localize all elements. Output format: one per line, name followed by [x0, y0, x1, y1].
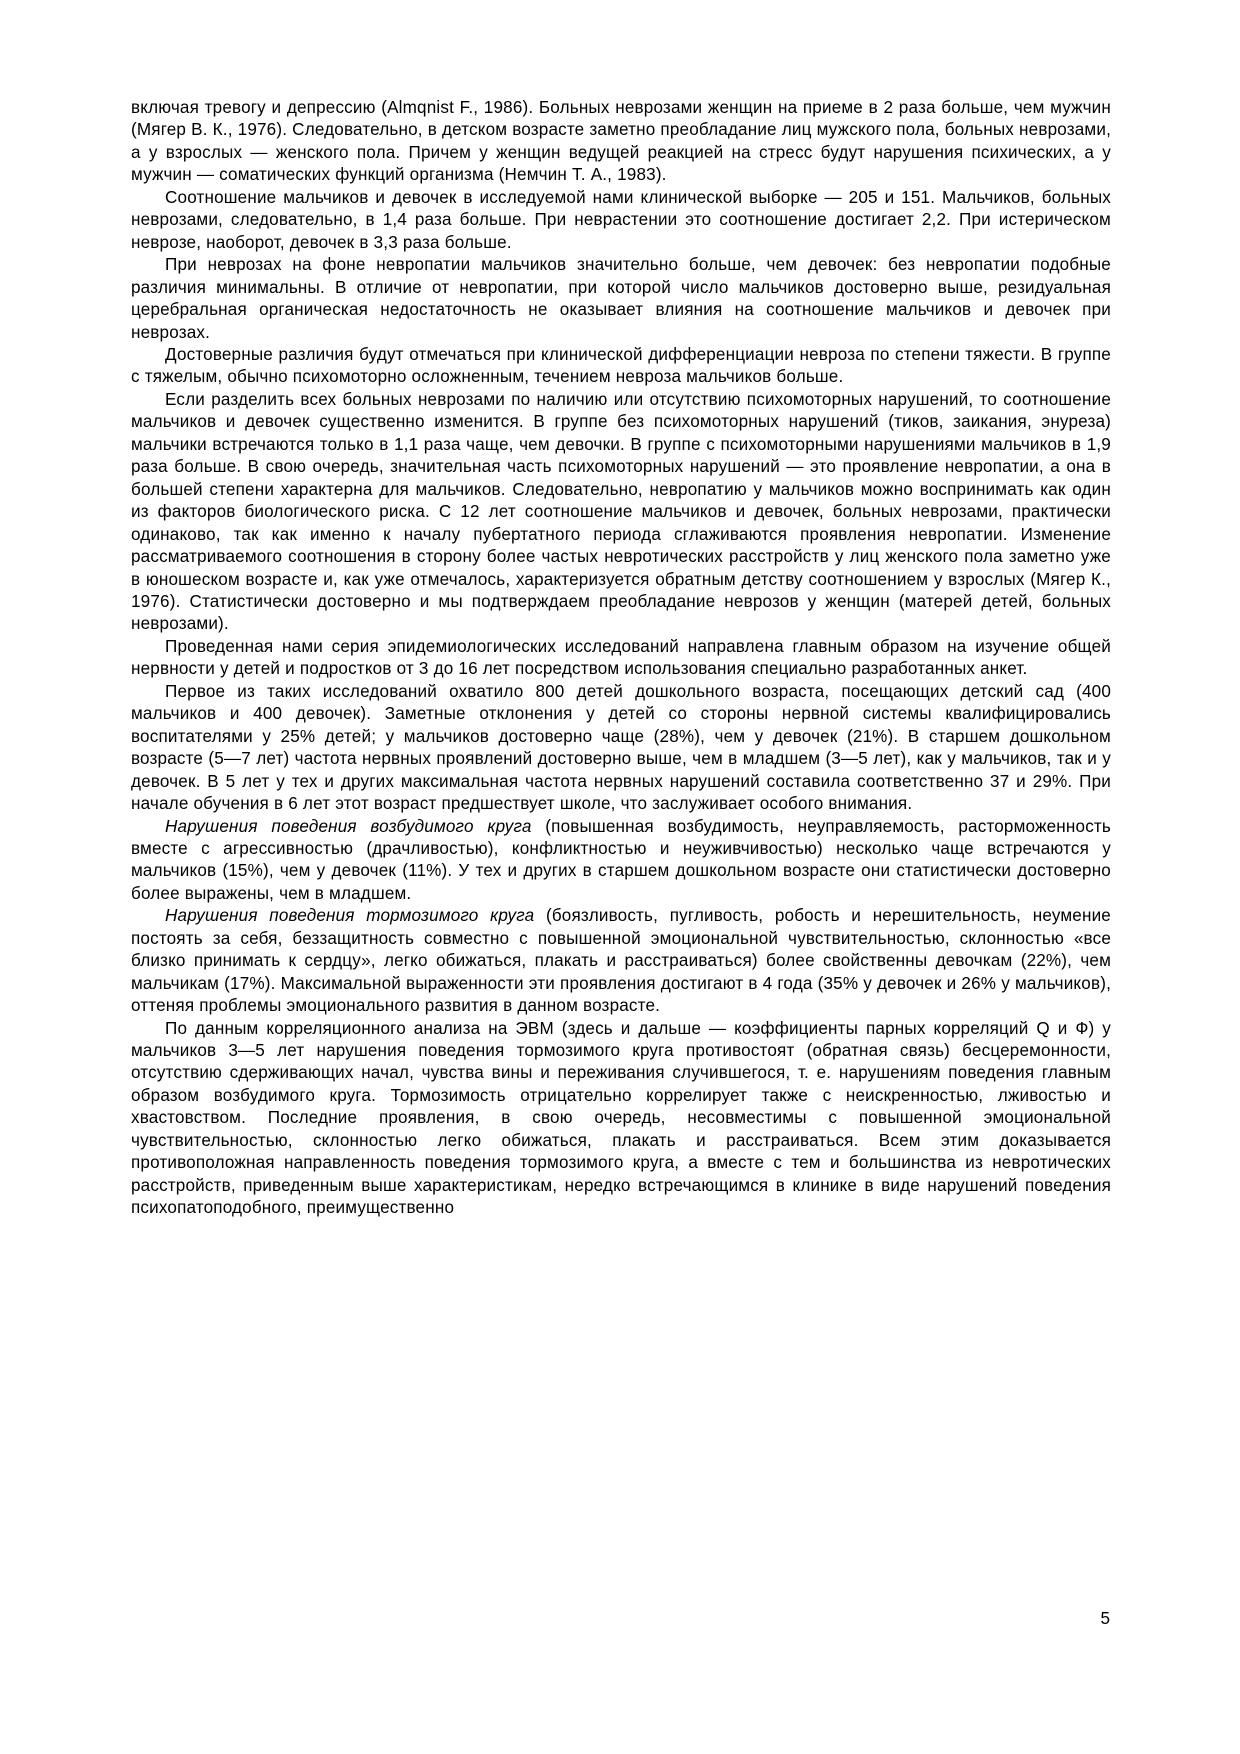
paragraph-8-italic-lead: Нарушения поведения возбудимого круга	[165, 816, 532, 836]
paragraph-9	[131, 905, 1111, 1017]
paragraph-7: Первое из таких исследований охватило 800 детей дошкольного возраста, посещающих детский сад (400 мальчиков и 400 девочек). Заметные отклонения у детей со стороны нервной системы квалифицировались воспитателями у 25% детей; у мальчиков достоверно чаще (28%), чем у девочек (21%). В старшем дошкольном возрасте (5—7 лет) частота нервных проявлений достоверно выше, чем в младшем (3—5 лет), как у мальчиков, так и у девочек. В 5 лет у тех и других максимальная частота нервных нарушений составила соответственно 37 и 29%. При начале обучения в 6 лет этот возраст предшествует школе, что заслуживает особого внимания.	[131, 681, 1111, 814]
paragraph-9-body: (боязливость, пугливость, робость и нерешительность, неумение постоять за себя, беззащитность совместно с повышенной эмоциональной чувствительностью, склонностью «все близко принимать к сердцу», легко обижаться, плакать и расстраиваться) более свойственны девочкам (22%), чем мальчикам (17%). Максимальной выраженности эти проявления достигают в 4 года (35% у девочек и 26% у мальчиков), оттеняя проблемы эмоционального развития в данном возрасте.	[131, 906, 1111, 1016]
paragraph-10: По данным корреляционного анализа на ЭВМ (здесь и дальше — коэффициенты парных корреляций Q и Ф) у мальчиков 3—5 лет нарушения поведения тормозимого круга противостоят (обратная связь) бесцеремонности, отсутствию сдерживающих начал, чувства вины и переживания случившегося, т. е. нарушениям поведения главным образом возбудимого круга. Тормозимость отрицательно коррелирует также с неискренностью, лживостью и хвастовством. Последние проявления, в свою очередь, несовместимы с повышенной эмоциональной чувствительностью, склонностью легко обижаться, плакать и расстраиваться. Всем этим доказывается противоположная направленность поведения тормозимого круга, а вместе с тем и большинства из невротических расстройств, приведенным выше характеристикам, нередко встречающимся в клинике в виде нарушений поведения психопатоподобного, преимущественно	[131, 1018, 1111, 1218]
paragraph-8-body: (повышенная возбудимость, неуправляемость, расторможенность вместе с агрессивностью (драчливостью), конфликтностью и неуживчивостью) несколько чаще встречаются у мальчиков (15%), чем у девочек (11%). У тех и других в старшем дошкольном возрасте они статистически достоверно более выражены, чем в младшем.	[131, 816, 1111, 903]
paragraph-2: Соотношение мальчиков и девочек в исследуемой нами клинической выборке — 205 и 151. Мальчиков, больных неврозами, следовательно, в 1,4 раза больше. При неврастении это соотношение достигает 2,2. При истерическом неврозе, наоборот, девочек в 3,3 раза больше.	[131, 187, 1111, 252]
paragraph-9-italic-lead: Нарушения поведения тормозимого круга	[165, 906, 535, 926]
paragraph-5: Если разделить всех больных неврозами по наличию или отсутствию психомоторных нарушений, то соотношение мальчиков и девочек существенно изменится. В группе без психомоторных нарушений (тиков, заикания, энуреза) мальчики встречаются только в 1,1 раза чаще, чем девочки. В группе с психомоторными нарушениями мальчиков в 1,9 раза больше. В свою очередь, значительная часть психомоторных нарушений — это проявление невропатии, а она в большей степени характерна для мальчиков. Следовательно, невропатию у мальчиков можно воспринимать как один из факторов биологического риска. С 12 лет соотношение мальчиков и девочек, больных неврозами, практически одинаково, так как именно к началу пубертатного периода сглаживаются проявления невропатии. Изменение рассматриваемого соотношения в сторону более частых невротических расстройств у лиц женского пола заметно уже в юношеском возрасте и, как уже отмечалось, характеризуется обратным детству соотношением у взрослых (Мягер К., 1976). Статистически достоверно и мы подтверждаем преобладание неврозов у женщин (матерей детей, больных неврозами).	[131, 389, 1111, 634]
paragraph-6: Проведенная нами серия эпидемиологических исследований направлена главным образом на изучение общей нервности у детей и подростков от 3 до 16 лет посредством использования специально разработанных анкет.	[131, 636, 1111, 679]
page-number: 5	[1100, 1609, 1110, 1628]
paragraph-8	[131, 816, 1111, 906]
paragraph-1: включая тревогу и депрессию (Almqnist F., 1986). Больных неврозами женщин на приеме в 2 раза больше, чем мужчин (Мягер В. К., 1976). Следовательно, в детском возрасте заметно преобладание лиц мужского пола, больных неврозами, а у взрослых — женского пола. Причем у женщин ведущей реакцией на стресс будут нарушения психических, а у мужчин — соматических функций организма (Немчин Т. А., 1983).	[131, 98, 1111, 185]
paragraph-3: При неврозах на фоне невропатии мальчиков значительно больше, чем девочек: без невропатии подобные различия минимальны. В отличие от невропатии, при которой число мальчиков достоверно выше, резидуальная церебральная органическая недостаточность не оказывает влияния на соотношение мальчиков и девочек при неврозах.	[131, 255, 1111, 342]
paragraph-4: Достоверные различия будут отмечаться при клинической дифференциации невроза по степени тяжести. В группе с тяжелым, обычно психомоторно осложненным, течением невроза мальчиков больше.	[131, 344, 1111, 387]
body-text-column	[131, 97, 1111, 1220]
